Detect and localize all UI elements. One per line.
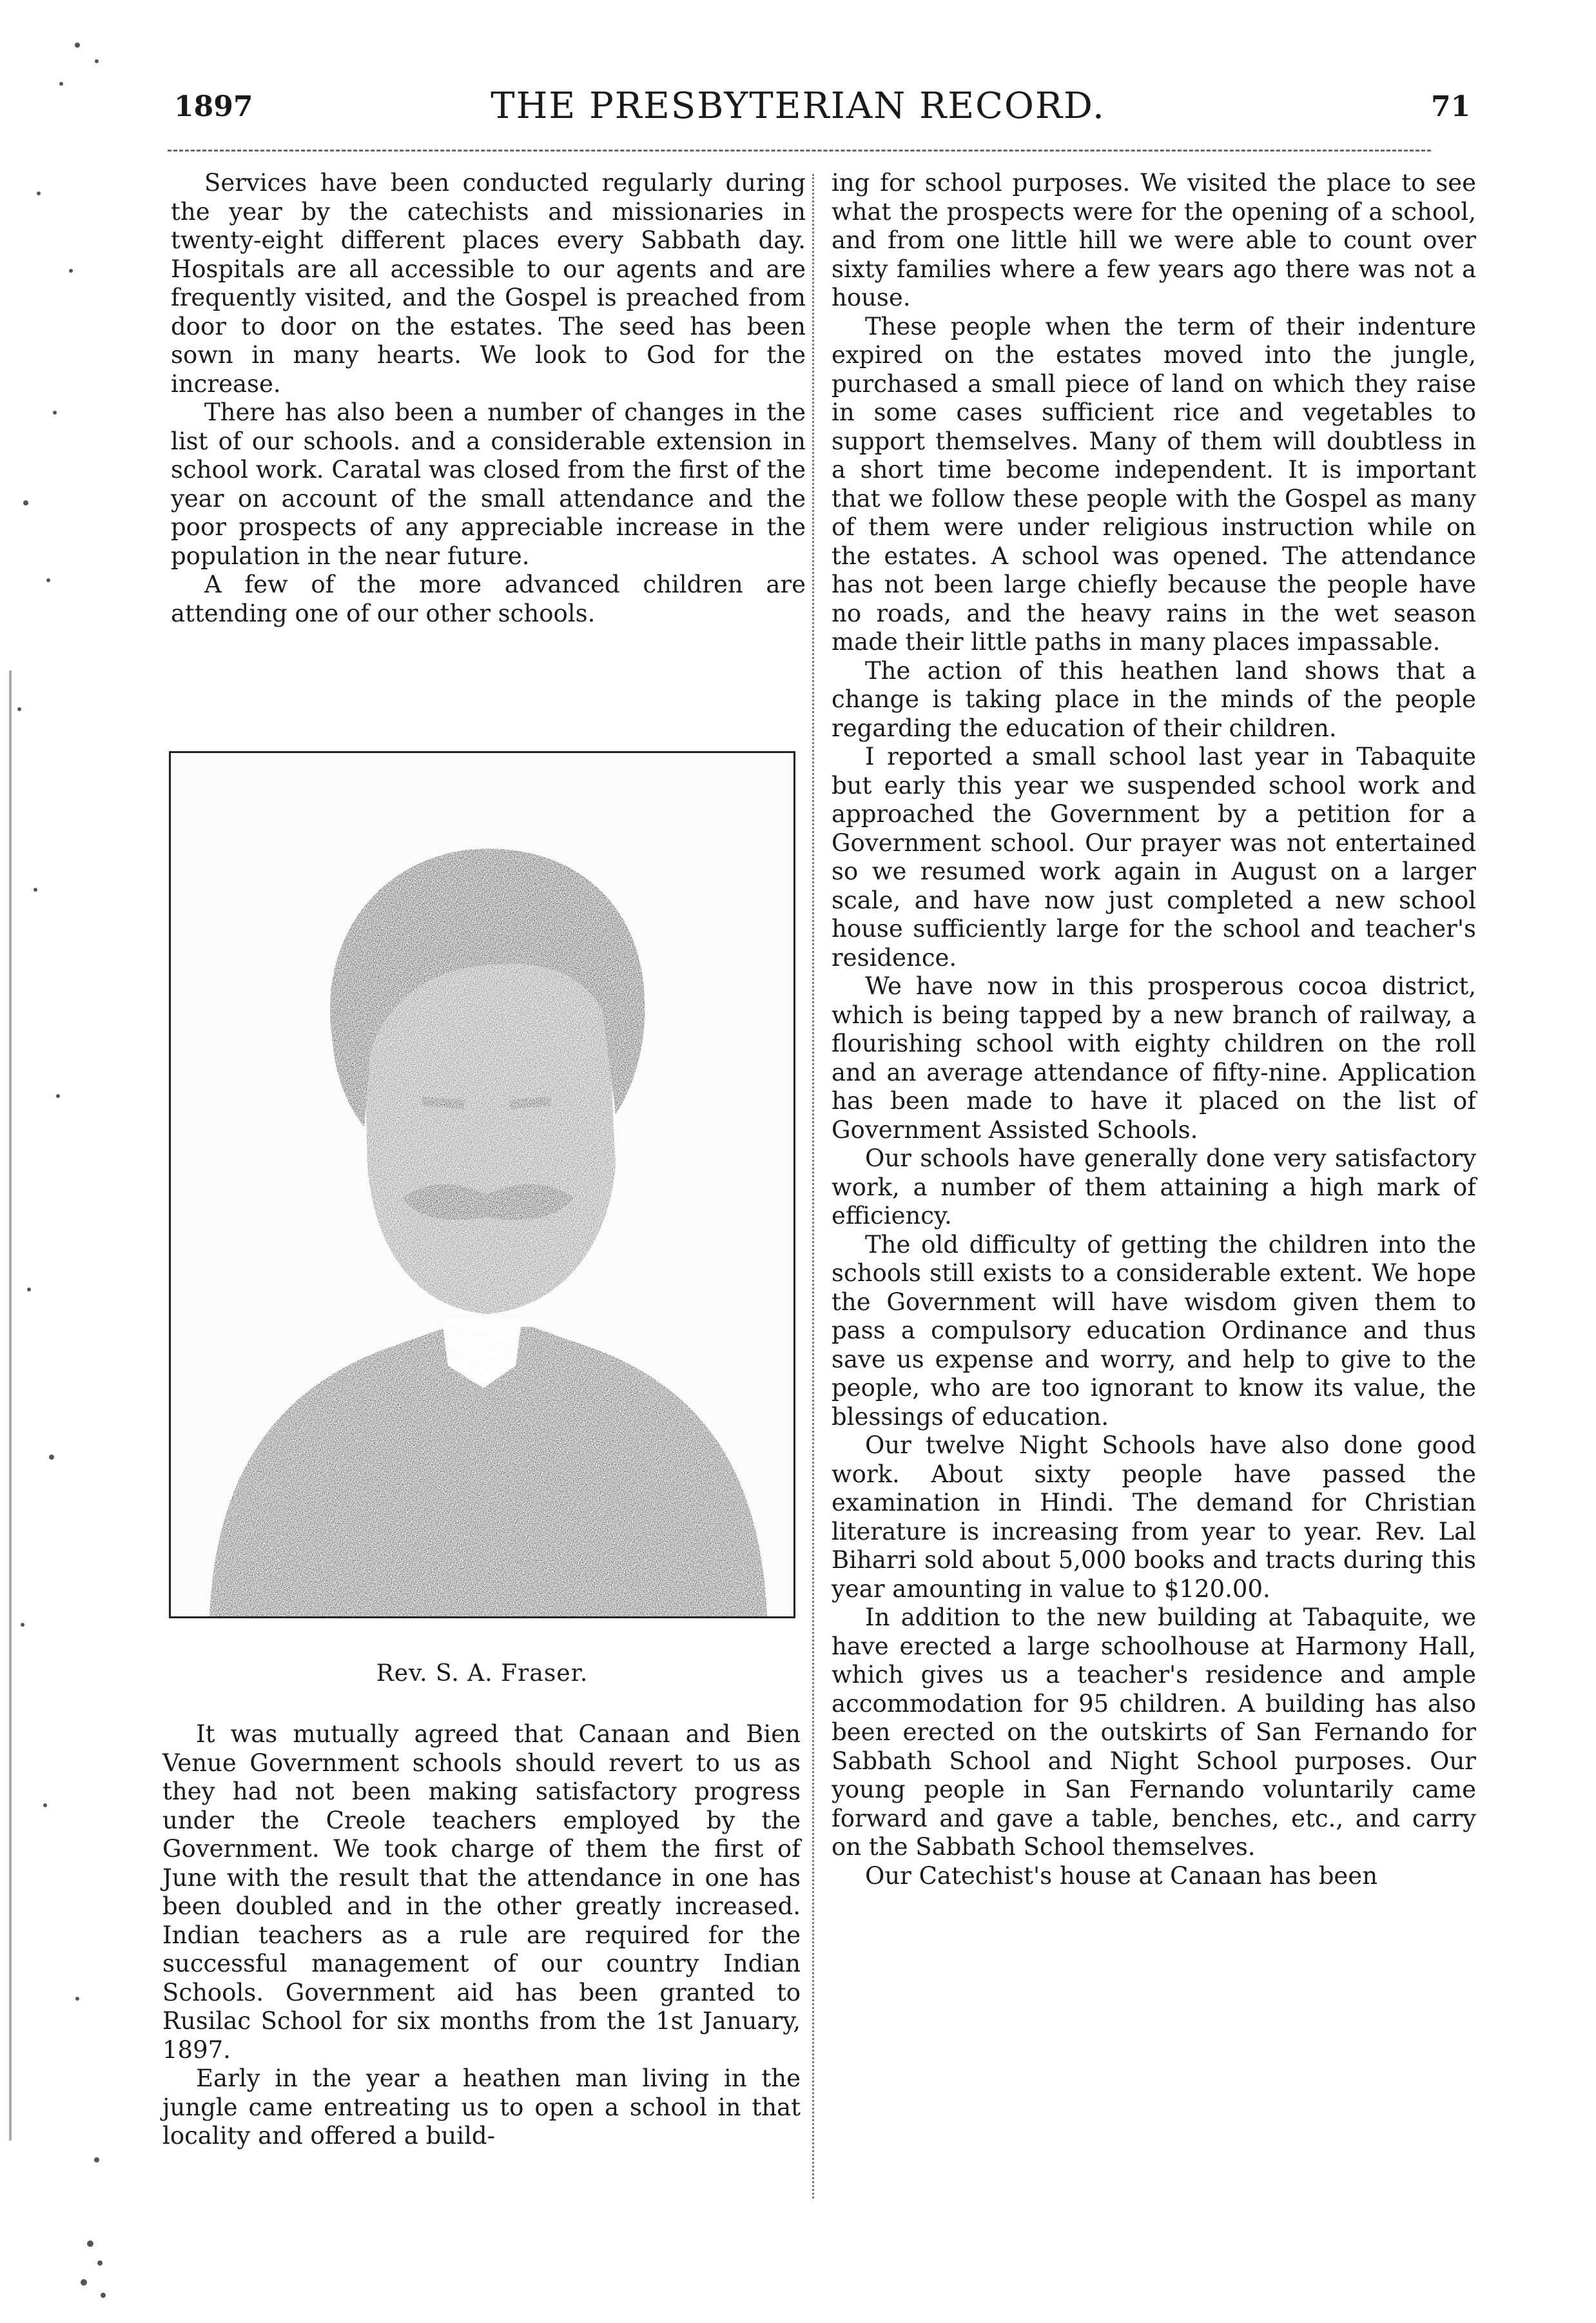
paragraph: Services have been conducted regularly during the year by the catechists and missionaries in twenty-eight different places every Sabbath day. Hospitals are all accessible to our agents and are frequently visited, and the Gospel is preached from door to door on the estates. The seed has been sown in many hearts. We look to God for the increase. bbox=[171, 169, 806, 398]
page-header bbox=[0, 85, 1596, 148]
header-title: THE PRESBYTERIAN RECORD. bbox=[491, 85, 1105, 127]
paragraph: I reported a small school last year in Tabaquite but early this year we suspended school work and approached the Government by a petition for a Government school. Our prayer was not entertained so we resumed work again in August on a larger scale, and have now just completed a new school house sufficiently large for the school and teacher's residence. bbox=[832, 743, 1476, 972]
margin-scan-specks bbox=[0, 0, 155, 2323]
column-divider bbox=[812, 174, 814, 2199]
paragraph: Our twelve Night Schools have also done good work. About sixty people have passed the examination in Hindi. The demand for Christian literature is increasing from year to year. Rev. Lal Biharri sold about 5,000 books and tracts during this year amounting in value to $120.00. bbox=[832, 1431, 1476, 1603]
portrait-image bbox=[171, 753, 793, 1616]
paragraph: These people when the term of their indenture expired on the estates moved into the jungle, purchased a small piece of land on which they raise in some cases sufficient rice and vegetables to support themselves. Many of them will doubtless in a short time become independent. It is important that we follow these people with the Gospel as many of them were under religious instruction while on the estates. A school was opened. The attendance has not been large chiefly because the people have no roads, and the heavy rains in the wet season made their little paths in many places impassable. bbox=[832, 312, 1476, 656]
paragraph: Our Catechist's house at Canaan has been bbox=[865, 1861, 1378, 1890]
paragraph: The old difficulty of getting the children into the schools still exists to a considerable extent. We hope the Government will have wisdom given them to pass a compulsory education Ordinance and thus save us expense and worry, and help to give to the people, who are too ignorant to know its value, the blessings of education. bbox=[832, 1230, 1476, 1431]
paragraph: We have now in this prosperous cocoa district, which is being tapped by a new branch of railway, a flourishing school with eighty children on the roll and an average attendance of fifty-nine. Application has been made to have it placed on the list of Government Assisted Schools. bbox=[832, 972, 1476, 1144]
paragraph: Early in the year a heathen man living in the jungle came entreating us to open a school in that locality and offered a build- bbox=[162, 2064, 801, 2150]
paragraph: There has also been a number of changes in the list of our schools. and a considerable extension in school work. Caratal was closed from the first of the year on account of the small attendance and the poor prospects of any appreciable increase in the population in the near future. bbox=[171, 398, 806, 570]
header-page-number: 71 bbox=[1431, 90, 1471, 123]
paragraph: The action of this heathen land shows that a change is taking place in the minds of the people regarding the education of their children. bbox=[832, 656, 1476, 742]
right-column bbox=[832, 169, 1476, 1890]
paragraph: It was mutually agreed that Canaan and Bien Venue Government schools should revert to us as they had not been making satisfactory progress under the Creole teachers employed by the Government. We took charge of them the first of June with the result that the attendance in one has been doubled and in the other greatly increased. Indian teachers as a rule are required for the successful management of our country Indian Schools. Government aid has been granted to Rusilac School for six months from the 1st January, 1897. bbox=[162, 1720, 801, 2064]
paragraph: In addition to the new building at Tabaquite, we have erected a large schoolhouse at Harmony Hall, which gives us a teacher's residence and ample accommodation for 95 children. A building has also been erected on the outskirts of San Fernando for Sabbath School and Night School purposes. Our young people in San Fernando voluntarily came forward and gave a table, benches, etc., and carry on the Sabbath School themselves. bbox=[832, 1603, 1476, 1861]
header-rule bbox=[168, 150, 1431, 152]
paragraph: Our schools have generally done very satisfactory work, a number of them attaining a high mark of efficiency. bbox=[832, 1144, 1476, 1230]
header-year: 1897 bbox=[174, 90, 253, 123]
paragraph: A few of the more advanced children are attending one of our other schools. bbox=[171, 571, 806, 627]
portrait-caption: Rev. S. A. Fraser. bbox=[376, 1660, 589, 1687]
left-column-bottom bbox=[162, 1720, 801, 2151]
left-column-top bbox=[171, 169, 806, 628]
paragraph-continuation: ing for school purposes. We visited the place to see what the prospects were for the opening of a school, and from one little hill we were able to count over sixty families where a few years ago there was not a house. bbox=[832, 169, 1476, 311]
portrait-frame bbox=[169, 751, 795, 1618]
